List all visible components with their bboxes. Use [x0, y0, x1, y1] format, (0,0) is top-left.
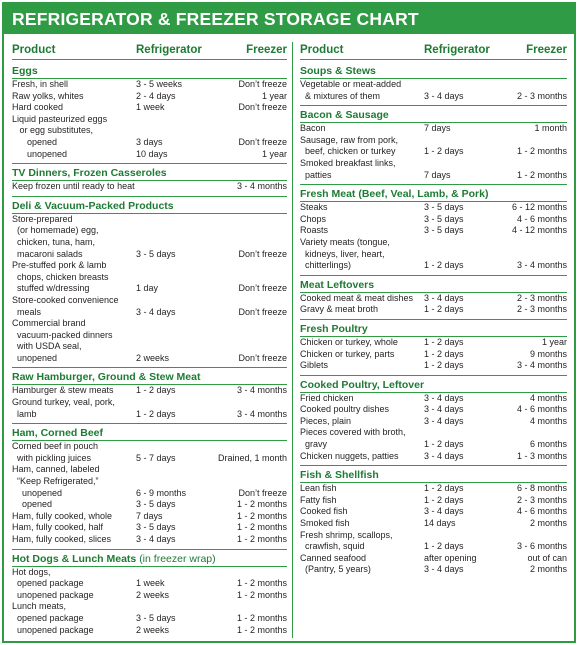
table-row — [300, 170, 567, 182]
section-title — [300, 62, 567, 79]
section-title — [300, 319, 567, 337]
freezer-cell: 1 month — [534, 123, 567, 134]
section-title — [12, 163, 287, 181]
product-cell: gravy — [300, 439, 328, 450]
freezer-cell: Don’t freeze — [238, 248, 287, 259]
table-row — [12, 522, 287, 534]
product-cell: Giblets — [300, 360, 329, 371]
table-row — [12, 260, 287, 272]
product-cell: (or homemade) egg, — [12, 225, 99, 236]
freezer-cell: 4 - 6 months — [516, 213, 567, 224]
table-row — [300, 360, 567, 372]
product-cell: Roasts — [300, 225, 329, 236]
product-cell: Hamburger & stew meats — [12, 385, 114, 396]
product-cell: Hard cooked — [12, 102, 64, 113]
table-row — [300, 518, 567, 530]
refrigerator-cell: 7 days — [424, 169, 451, 180]
food-section — [12, 62, 287, 163]
product-cell: Ham, fully cooked, whole — [12, 510, 113, 521]
refrigerator-cell: 1 - 2 days — [136, 385, 176, 396]
table-row — [12, 476, 287, 488]
table-row — [12, 114, 287, 126]
refrigerator-cell: 3 - 5 days — [424, 213, 464, 224]
food-section — [300, 105, 567, 184]
freezer-cell: 1 - 2 months — [236, 578, 287, 589]
column-divider — [292, 42, 293, 638]
freezer-cell: 1 - 2 months — [236, 589, 287, 600]
refrigerator-cell: 1 week — [136, 102, 165, 113]
product-cell: lamb — [12, 408, 37, 419]
food-section — [300, 465, 567, 579]
product-cell: Pieces covered with broth, — [300, 427, 406, 438]
table-row — [12, 441, 287, 453]
refrigerator-cell: 3 - 4 days — [424, 564, 464, 575]
left-column-header — [12, 42, 287, 60]
food-section — [300, 319, 567, 375]
table-row — [12, 307, 287, 319]
refrigerator-cell: 3 - 5 days — [136, 522, 176, 533]
refrigerator-cell: 3 - 5 days — [136, 499, 176, 510]
freezer-cell: Don’t freeze — [238, 79, 287, 89]
product-cell: Variety meats (tongue, — [300, 236, 390, 247]
freezer-cell: 2 months — [529, 564, 567, 575]
product-cell: Ham, fully cooked, half — [12, 522, 104, 533]
product-cell: Canned seafood — [300, 552, 367, 563]
product-cell: Steaks — [300, 202, 328, 213]
product-cell: Corned beef in pouch — [12, 441, 99, 452]
freezer-cell: 1 - 2 months — [516, 146, 567, 157]
table-row — [300, 158, 567, 170]
table-row — [12, 249, 287, 261]
refrigerator-cell: 1 - 2 days — [424, 304, 464, 315]
product-cell: Smoked breakfast links, — [300, 157, 396, 168]
product-header: Product — [12, 44, 56, 56]
table-row — [12, 330, 287, 342]
freezer-header: Freezer — [526, 44, 567, 56]
table-row — [12, 295, 287, 307]
food-section — [12, 367, 287, 423]
product-cell: Raw yolks, whites — [12, 90, 84, 101]
refrigerator-cell: 3 - 4 days — [424, 292, 464, 303]
table-row — [300, 260, 567, 272]
product-cell: Fresh, in shell — [12, 79, 69, 89]
freezer-cell: 6 - 8 months — [516, 483, 567, 494]
food-section — [300, 184, 567, 275]
freezer-cell: Don’t freeze — [238, 136, 287, 147]
refrigerator-cell: 1 - 2 days — [424, 146, 464, 157]
section-title-text: Fresh Meat (Beef, Veal, Lamb, & Pork) — [300, 188, 489, 201]
refrigerator-cell: 3 - 5 weeks — [136, 79, 183, 89]
refrigerator-cell: 1 - 2 days — [424, 439, 464, 450]
freezer-cell: 2 - 3 months — [516, 304, 567, 315]
product-cell: macaroni salads — [12, 248, 83, 259]
food-section — [12, 163, 287, 196]
table-row — [300, 416, 567, 428]
product-cell: opened — [12, 499, 53, 510]
section-note: (in freezer wrap) — [139, 552, 216, 565]
right-column-header — [300, 42, 567, 60]
freezer-cell: 3 - 4 months — [236, 385, 287, 396]
freezer-cell: 3 - 6 months — [516, 541, 567, 552]
product-cell: Cooked poultry dishes — [300, 404, 390, 415]
table-row — [300, 495, 567, 507]
product-cell: Hot dogs, — [12, 566, 51, 577]
freezer-cell: 6 months — [529, 439, 567, 450]
table-row — [12, 511, 287, 523]
table-row — [12, 397, 287, 409]
refrigerator-cell: 2 weeks — [136, 352, 170, 363]
product-cell: Chicken or turkey, parts — [300, 348, 395, 359]
table-row — [12, 91, 287, 103]
freezer-cell: 1 year — [541, 336, 567, 347]
freezer-cell: 9 months — [529, 348, 567, 359]
refrigerator-cell: after opening — [424, 552, 477, 563]
table-row — [300, 293, 567, 305]
freezer-cell: Don’t freeze — [238, 283, 287, 294]
product-cell: unopened — [12, 352, 58, 363]
section-title — [300, 275, 567, 293]
food-section — [300, 62, 567, 105]
chart-title: REFRIGERATOR & FREEZER STORAGE CHART — [4, 4, 574, 34]
product-cell: beef, chicken or turkey — [300, 146, 396, 157]
refrigerator-cell: 10 days — [136, 148, 168, 159]
table-row — [300, 541, 567, 553]
product-cell: Pre-stuffed pork & lamb — [12, 260, 107, 271]
table-row — [300, 214, 567, 226]
product-cell: Fresh shrimp, scallops, — [300, 529, 393, 540]
product-cell: opened package — [12, 578, 84, 589]
product-cell: unopened package — [12, 624, 94, 635]
freezer-cell: 1 - 2 months — [516, 169, 567, 180]
refrigerator-cell: 2 - 4 days — [136, 90, 176, 101]
freezer-cell: 4 months — [529, 392, 567, 403]
product-cell: vacuum-packed dinners — [12, 329, 113, 340]
product-cell: & mixtures of them — [300, 90, 381, 101]
section-title-text: Cooked Poultry, Leftover — [300, 378, 425, 391]
refrigerator-cell: 3 - 4 days — [424, 90, 464, 101]
table-row — [12, 578, 287, 590]
freezer-cell: Don’t freeze — [238, 102, 287, 113]
product-cell: chops, chicken breasts — [12, 271, 109, 282]
right-column — [300, 42, 567, 579]
refrigerator-cell: 6 - 9 months — [136, 487, 187, 498]
refrigerator-cell: 1 week — [136, 578, 165, 589]
table-row — [300, 451, 567, 463]
section-title-text: Meat Leftovers — [300, 278, 375, 291]
section-title — [12, 196, 287, 214]
product-cell: Ham, fully cooked, slices — [12, 534, 112, 544]
product-cell: Store-prepared — [12, 213, 73, 224]
product-cell: or egg substitutes, — [12, 125, 94, 136]
freezer-cell: 4 - 6 months — [516, 506, 567, 517]
section-title-text: Fresh Poultry — [300, 322, 368, 335]
food-section — [300, 275, 567, 319]
section-title — [12, 423, 287, 441]
product-cell: meals — [12, 306, 42, 317]
freezer-cell: 2 - 3 months — [516, 90, 567, 101]
product-cell: Smoked fish — [300, 518, 350, 529]
table-row — [12, 102, 287, 114]
refrigerator-cell: 14 days — [424, 518, 456, 529]
product-cell: stuffed w/dressing — [12, 283, 90, 294]
refrigerator-cell: 3 - 4 days — [424, 404, 464, 415]
product-cell: Chicken or turkey, whole — [300, 336, 398, 347]
freezer-cell: Don’t freeze — [238, 306, 287, 317]
table-row — [12, 499, 287, 511]
refrigerator-cell: 7 days — [136, 510, 163, 521]
refrigerator-cell: 1 - 2 days — [424, 336, 464, 347]
food-section — [12, 196, 287, 368]
table-row — [12, 488, 287, 500]
product-cell: with USDA seal, — [12, 341, 82, 352]
product-cell: chitterlings) — [300, 260, 352, 271]
section-title-text: Raw Hamburger, Ground & Stew Meat — [12, 371, 201, 384]
right-sections — [300, 62, 567, 579]
table-row — [12, 409, 287, 421]
table-row — [12, 149, 287, 161]
left-column — [12, 42, 287, 639]
refrigerator-cell: 3 - 5 days — [424, 202, 464, 213]
freezer-header: Freezer — [246, 44, 287, 56]
refrigerator-header: Refrigerator — [136, 44, 202, 56]
freezer-cell: 3 - 4 months — [516, 260, 567, 271]
table-row — [12, 590, 287, 602]
section-title — [12, 549, 287, 567]
product-cell: kidneys, liver, heart, — [300, 248, 385, 259]
refrigerator-cell: 5 - 7 days — [136, 452, 176, 463]
table-row — [300, 427, 567, 439]
product-cell: chicken, tuna, ham, — [12, 236, 96, 247]
table-row — [300, 553, 567, 565]
refrigerator-cell: 3 - 4 days — [136, 534, 176, 544]
section-title-text: TV Dinners, Frozen Casseroles — [12, 167, 167, 180]
table-row — [12, 613, 287, 625]
freezer-cell: 3 - 4 months — [516, 360, 567, 371]
refrigerator-cell: 1 - 2 days — [424, 260, 464, 271]
product-cell: Vegetable or meat-added — [300, 79, 402, 89]
product-cell: Bacon — [300, 123, 326, 134]
table-row — [300, 337, 567, 349]
table-row — [12, 464, 287, 476]
refrigerator-cell: 3 - 4 days — [424, 450, 464, 461]
refrigerator-cell: 3 days — [136, 136, 163, 147]
product-cell: Commercial brand — [12, 318, 86, 329]
product-cell: Ground turkey, veal, pork, — [12, 397, 115, 408]
freezer-cell: 4 - 12 months — [511, 225, 567, 236]
product-cell: “Keep Refrigerated,” — [12, 476, 99, 487]
refrigerator-cell: 3 - 4 days — [136, 306, 176, 317]
product-cell: Keep frozen until ready to heat — [12, 181, 135, 192]
table-row — [300, 393, 567, 405]
table-row — [12, 453, 287, 465]
freezer-cell: 2 - 3 months — [516, 292, 567, 303]
section-title-text: Eggs — [12, 65, 38, 77]
table-row — [300, 304, 567, 316]
product-cell: Cooked fish — [300, 506, 348, 517]
table-row — [12, 237, 287, 249]
section-title — [300, 105, 567, 123]
freezer-cell: 2 - 3 months — [516, 494, 567, 505]
product-cell: unopened — [12, 487, 63, 498]
table-row — [12, 625, 287, 637]
product-cell: Lean fish — [300, 483, 337, 494]
table-row — [300, 91, 567, 103]
product-cell: Chicken nuggets, patties — [300, 450, 399, 461]
section-title — [300, 375, 567, 393]
table-row — [12, 137, 287, 149]
table-row — [300, 404, 567, 416]
refrigerator-cell: 3 - 4 days — [424, 392, 464, 403]
freezer-cell: 1 - 2 months — [236, 510, 287, 521]
refrigerator-cell: 1 - 2 days — [424, 483, 464, 494]
table-row — [12, 353, 287, 365]
section-title-text: Soups & Stews — [300, 65, 376, 77]
refrigerator-cell: 7 days — [424, 123, 451, 134]
freezer-cell: 6 - 12 months — [511, 202, 567, 213]
freezer-cell: out of can — [527, 552, 567, 563]
table-row — [300, 146, 567, 158]
food-section — [12, 549, 287, 640]
freezer-cell: 1 year — [261, 90, 287, 101]
table-row — [300, 349, 567, 361]
product-cell: Store-cooked convenience — [12, 294, 119, 305]
freezer-cell: 1 year — [261, 148, 287, 159]
product-cell: with pickling juices — [12, 452, 92, 463]
freezer-cell: 1 - 3 months — [516, 450, 567, 461]
product-cell: opened package — [12, 612, 84, 623]
product-cell: Chops — [300, 213, 327, 224]
section-title-text: Hot Dogs & Lunch Meats — [12, 552, 137, 565]
left-sections — [12, 62, 287, 639]
food-section — [300, 375, 567, 466]
table-row — [12, 385, 287, 397]
freezer-cell: 1 - 2 months — [236, 499, 287, 510]
section-title — [12, 62, 287, 79]
freezer-cell: 3 - 4 months — [236, 181, 287, 192]
product-cell: patties — [300, 169, 332, 180]
food-section — [12, 423, 287, 548]
table-row — [300, 249, 567, 261]
table-row — [300, 564, 567, 576]
section-title-text: Fish & Shellfish — [300, 469, 379, 482]
refrigerator-header: Refrigerator — [424, 44, 490, 56]
section-title-text: Ham, Corned Beef — [12, 427, 104, 440]
section-title-text: Deli & Vacuum-Packed Products — [12, 199, 174, 212]
table-row — [12, 181, 287, 193]
storage-chart-frame — [2, 2, 576, 643]
freezer-cell: 1 - 2 months — [236, 612, 287, 623]
product-cell: Gravy & meat broth — [300, 304, 379, 315]
freezer-cell: 1 - 2 months — [236, 534, 287, 544]
section-title — [300, 184, 567, 202]
table-row — [12, 341, 287, 353]
product-cell: crawfish, squid — [300, 541, 365, 552]
freezer-cell: 4 - 6 months — [516, 404, 567, 415]
table-row — [300, 237, 567, 249]
product-header: Product — [300, 44, 344, 56]
product-cell: Fatty fish — [300, 494, 337, 505]
table-row — [300, 225, 567, 237]
refrigerator-cell: 1 - 2 days — [424, 360, 464, 371]
table-row — [12, 283, 287, 295]
table-row — [12, 214, 287, 226]
table-row — [12, 272, 287, 284]
refrigerator-cell: 1 day — [136, 283, 159, 294]
table-row — [300, 79, 567, 91]
product-cell: Lunch meats, — [12, 601, 67, 612]
product-cell: unopened package — [12, 589, 94, 600]
table-row — [300, 506, 567, 518]
freezer-cell: 1 - 2 months — [236, 624, 287, 635]
freezer-cell: 4 months — [529, 415, 567, 426]
freezer-cell: Don’t freeze — [238, 352, 287, 363]
table-row — [12, 225, 287, 237]
refrigerator-cell: 1 - 2 days — [424, 348, 464, 359]
product-cell: Ham, canned, labeled — [12, 464, 100, 475]
refrigerator-cell: 2 weeks — [136, 624, 170, 635]
table-row — [12, 567, 287, 579]
table-row — [300, 439, 567, 451]
table-row — [12, 79, 287, 91]
refrigerator-cell: 2 weeks — [136, 589, 170, 600]
table-row — [300, 530, 567, 542]
refrigerator-cell: 1 - 2 days — [424, 494, 464, 505]
table-row — [12, 534, 287, 546]
table-row — [12, 601, 287, 613]
product-cell: Cooked meat & meat dishes — [300, 292, 414, 303]
product-cell: Sausage, raw from pork, — [300, 134, 399, 145]
refrigerator-cell: 1 - 2 days — [136, 408, 176, 419]
product-cell: opened — [12, 136, 58, 147]
table-row — [12, 125, 287, 137]
refrigerator-cell: 3 - 4 days — [424, 506, 464, 517]
table-row — [300, 483, 567, 495]
section-title-text: Bacon & Sausage — [300, 109, 389, 122]
refrigerator-cell: 3 - 5 days — [136, 612, 176, 623]
refrigerator-cell: 1 - 2 days — [424, 541, 464, 552]
product-cell: unopened — [12, 148, 68, 159]
table-row — [300, 123, 567, 135]
freezer-cell: 2 months — [529, 518, 567, 529]
freezer-cell: Drained, 1 month — [217, 452, 287, 463]
section-title — [12, 367, 287, 385]
refrigerator-cell: 3 - 4 days — [424, 415, 464, 426]
product-cell: Pieces, plain — [300, 415, 352, 426]
table-row — [12, 318, 287, 330]
freezer-cell: 3 - 4 months — [236, 408, 287, 419]
section-title — [300, 465, 567, 483]
product-cell: Fried chicken — [300, 392, 354, 403]
refrigerator-cell: 3 - 5 days — [424, 225, 464, 236]
table-row — [300, 135, 567, 147]
freezer-cell: Don’t freeze — [238, 487, 287, 498]
freezer-cell: 1 - 2 months — [236, 522, 287, 533]
product-cell: Liquid pasteurized eggs — [12, 113, 108, 124]
refrigerator-cell: 3 - 5 days — [136, 248, 176, 259]
product-cell: (Pantry, 5 years) — [300, 564, 371, 575]
table-row — [300, 202, 567, 214]
